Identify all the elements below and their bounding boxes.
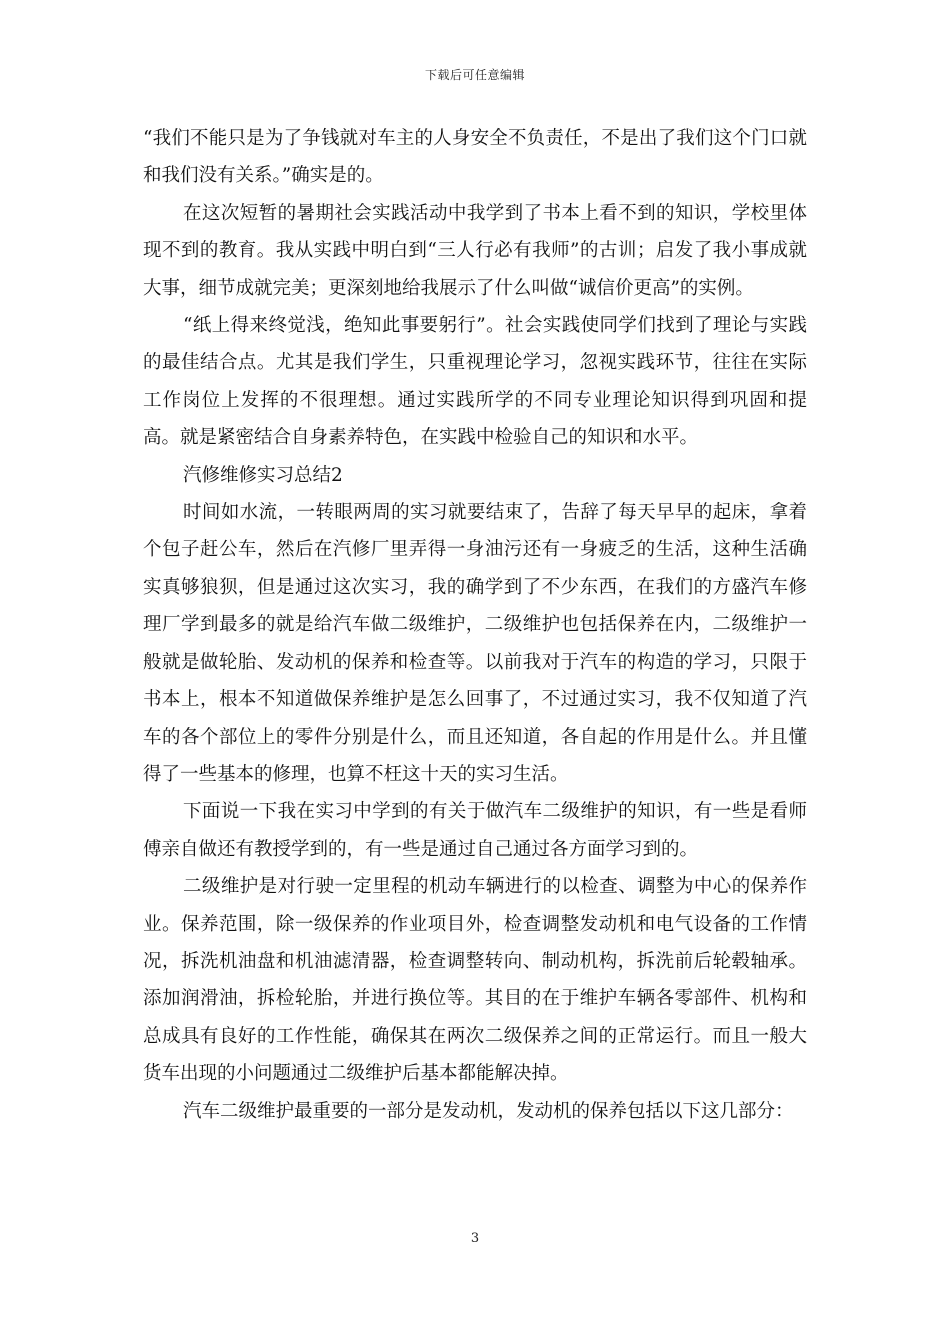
paragraph-5: 时间如水流，一转眼两周的实习就要结束了，告辞了每天早早的起床，拿着个包子赶公车，然后在汽修厂里弄得一身油污还有一身疲乏的生活，这种生活确实真够狼狈，但是通过这次实习，我的确学到了不少东西，在我们的方盛汽车修理厂学到最多的就是给汽车做二级维护，二级维护也包括保养在内，二级维护一般就是做轮胎、发动机的保养和检查等。以前我对于汽车的构造的学习，只限于书本上，根本不知道做保养维护是怎么回事了，不过通过实习，我不仅知道了汽车的各个部位上的零件分别是什么，而且还知道，各自起的作用是什么。并且懂得了一些基本的修理，也算不枉这十天的实习生活。 [143,502,807,785]
paragraph-2: 在这次短暂的暑期社会实践活动中我学到了书本上看不到的知识，学校里体现不到的教育。我从实践中明白到“三人行必有我师”的古训；启发了我小事成就大事，细节成就完美；更深刻地给我展示了什么叫做“诚信价更高”的实例。 [143,202,807,299]
paragraph-3: “纸上得来终觉浅，绝知此事要躬行”。社会实践使同学们找到了理论与实践的最佳结合点。尤其是我们学生，只重视理论学习，忽视实践环节，往往在实际工作岗位上发挥的不很理想。通过实践所学的不同专业理论知识得到巩固和提高。就是紧密结合自身素养特色，在实践中检验自己的知识和水平。 [143,315,807,449]
document-body [143,120,807,1130]
page-header: 下载后可任意编辑 [424,68,525,82]
paragraph-6: 下面说一下我在实习中学到的有关于做汽车二级维护的知识，有一些是看师傅亲自做还有教授学到的，有一些是通过自己通过各方面学习到的。 [143,801,807,860]
paragraph-8: 汽车二级维护最重要的一部分是发动机，发动机的保养包括以下这几部分： [183,1100,794,1122]
paragraph-1: “我们不能只是为了争钱就对车主的人身安全不负责任，不是出了我们这个门口就和我们没有关系。”确实是的。 [143,128,807,187]
section-heading: 汽修维修实习总结2 [183,464,343,486]
page-number: 3 [470,1231,480,1246]
paragraph-7: 二级维护是对行驶一定里程的机动车辆进行的以检查、调整为中心的保养作业。保养范围，除一级保养的作业项目外，检查调整发动机和电气设备的工作情况，拆洗机油盘和机油滤清器，检查调整转向、制动机构，拆洗前后轮毂轴承。添加润滑油，拆检轮胎，并进行换位等。其目的在于维护车辆各零部件、机构和总成具有良好的工作性能，确保其在两次二级保养之间的正常运行。而且一般大货车出现的小问题通过二级维护后基本都能解决掉。 [143,876,807,1085]
